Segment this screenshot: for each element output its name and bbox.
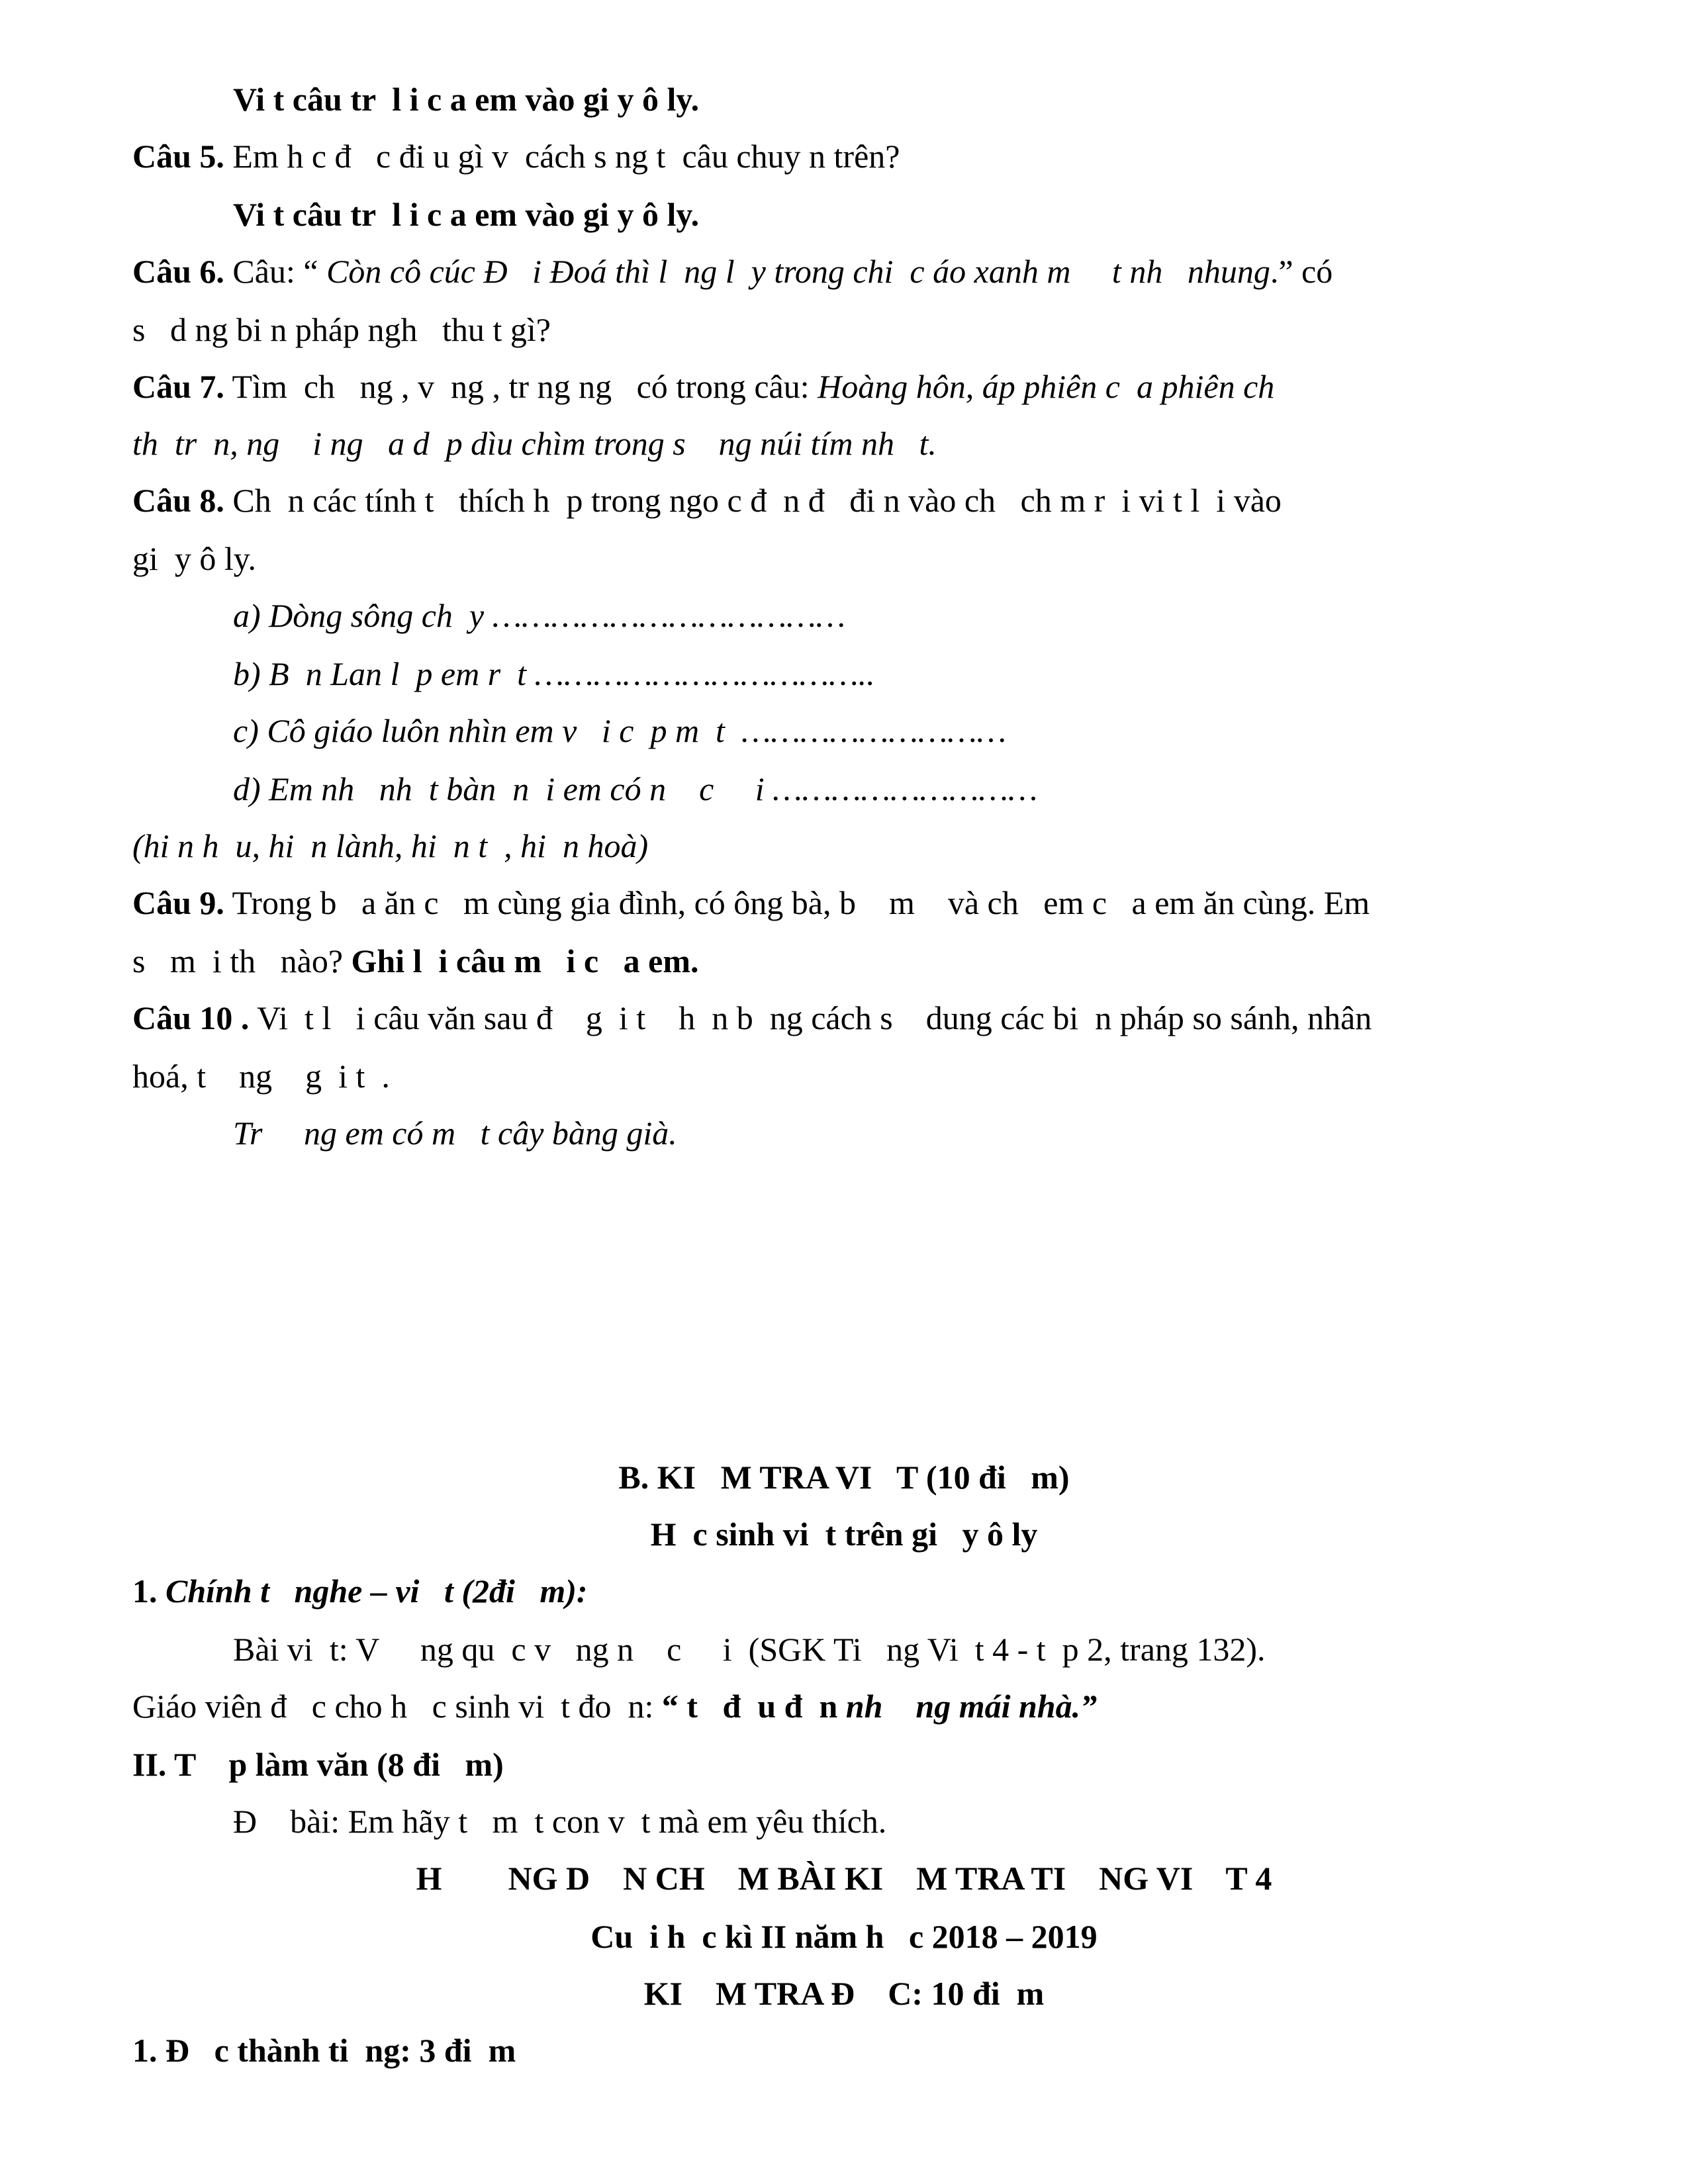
part1-number: 1. <box>132 1572 158 1610</box>
question-5 <box>132 136 1556 176</box>
question-8 <box>132 480 1556 520</box>
question-9 <box>132 883 1556 923</box>
part2-text: Đ bài: Em hãy t m t con v t mà em yêu thích. <box>233 1803 887 1840</box>
q10-sentence: Tr ng em có m t cây bàng già. <box>233 1115 677 1152</box>
question-7 <box>132 367 1556 406</box>
q6-line2: s d ng bi n pháp ngh thu t gì? <box>132 311 551 348</box>
question-6 <box>132 251 1556 291</box>
q9-line2 <box>132 941 1556 981</box>
part1-teacher <box>132 1686 1556 1726</box>
q7-label: Câu 7. <box>132 368 224 405</box>
section-b-title: B. KI M TRA VI T (10 đi m) <box>618 1459 1070 1496</box>
part1-teacher-bolditalic: nh ng mái nhà.” <box>845 1688 1098 1725</box>
q8-item-b: b) B n Lan l p em r t …………………………….. <box>233 655 875 692</box>
q9-line2-text: s m i th nào? <box>132 942 352 979</box>
q9-text: Trong b a ăn c m cùng gia đình, có ông bà, b m và ch em c a em ăn cùng. Em <box>224 884 1370 921</box>
q8-label: Câu 8. <box>132 482 224 519</box>
question-10 <box>132 998 1556 1038</box>
q8-item-a: a) Dòng sông ch y ……………………………… <box>233 597 846 634</box>
part1-text: Bài vi t: V ng qu c v ng n c i (SGK Ti ng Vi t 4 - t p 2, trang 132). <box>233 1631 1266 1668</box>
q7-sentence-part2: th tr n, ng i ng a d p dìu chìm trong s ng núi tím nh t. <box>132 425 937 462</box>
q6-pre: Câu: “ <box>224 253 327 290</box>
q5-instruction: Vi t câu tr l i c a em vào gi y ô ly. <box>233 196 700 233</box>
part1-teacher-text: Giáo viên đ c cho h c sinh vi t đo n: <box>132 1688 662 1725</box>
q4-instruction: Vi t câu tr l i c a em vào gi y ô ly. <box>233 81 700 118</box>
q8-item-c: c) Cô giáo luôn nhìn em v i c p m t ……………………… <box>233 712 1007 749</box>
part1-teacher-bold: “ t đ u đ n <box>661 1688 846 1725</box>
part2-title: II. T p làm văn (8 đi m) <box>132 1746 504 1783</box>
section-b-subtitle: H c sinh vi t trên gi y ô ly <box>650 1516 1038 1553</box>
q9-label: Câu 9. <box>132 884 224 921</box>
q8-text: Ch n các tính t thích h p trong ngo c đ n đ đi n vào ch ch m r i vi t l i vào <box>224 482 1282 519</box>
q10-text: Vi t l i câu văn sau đ g i t h n b ng cách s dung các bi n pháp so sánh, nhân <box>249 999 1372 1036</box>
q6-post: .” có <box>1270 253 1333 290</box>
guide-subtitle: Cu i h c kì II năm h c 2018 – 2019 <box>590 1918 1098 1955</box>
q9-line2-bold: Ghi l i câu m i c a em. <box>351 942 699 979</box>
part1-title: Chính t nghe – vi t (2đi m): <box>157 1572 588 1610</box>
q8-options: (hi n h u, hi n lành, hi n t , hi n hoà) <box>132 827 649 864</box>
guide-item-1: 1. Đ c thành ti ng: 3 đi m <box>132 2032 516 2069</box>
guide-section: KI M TRA Đ C: 10 đi m <box>643 1975 1045 2012</box>
q8-item-d: d) Em nh nh t bàn n i em có n c i ……………………… <box>233 770 1038 807</box>
q6-label: Câu 6. <box>132 253 224 290</box>
part1-heading <box>132 1571 1556 1611</box>
q7-sentence-part1: Hoàng hôn, áp phiên c a phiên ch <box>818 368 1275 405</box>
q7-text: Tìm ch ng , v ng , tr ng ng có trong câu: <box>224 368 818 405</box>
q6-quote: Còn cô cúc Đ i Đoá thì l ng l y trong chi c áo xanh m t nh nhung <box>326 253 1270 290</box>
guide-title: H NG D N CH M BÀI KI M TRA TI NG VI T 4 <box>416 1860 1272 1897</box>
q8-line2: gi y ô ly. <box>132 540 257 577</box>
q5-text: Em h c đ c đi u gì v cách s ng t câu chuy n trên? <box>224 138 900 175</box>
q5-label: Câu 5. <box>132 138 224 175</box>
q10-label: Câu 10 . <box>132 999 250 1036</box>
q10-line2: hoá, t ng g i t . <box>132 1058 390 1095</box>
